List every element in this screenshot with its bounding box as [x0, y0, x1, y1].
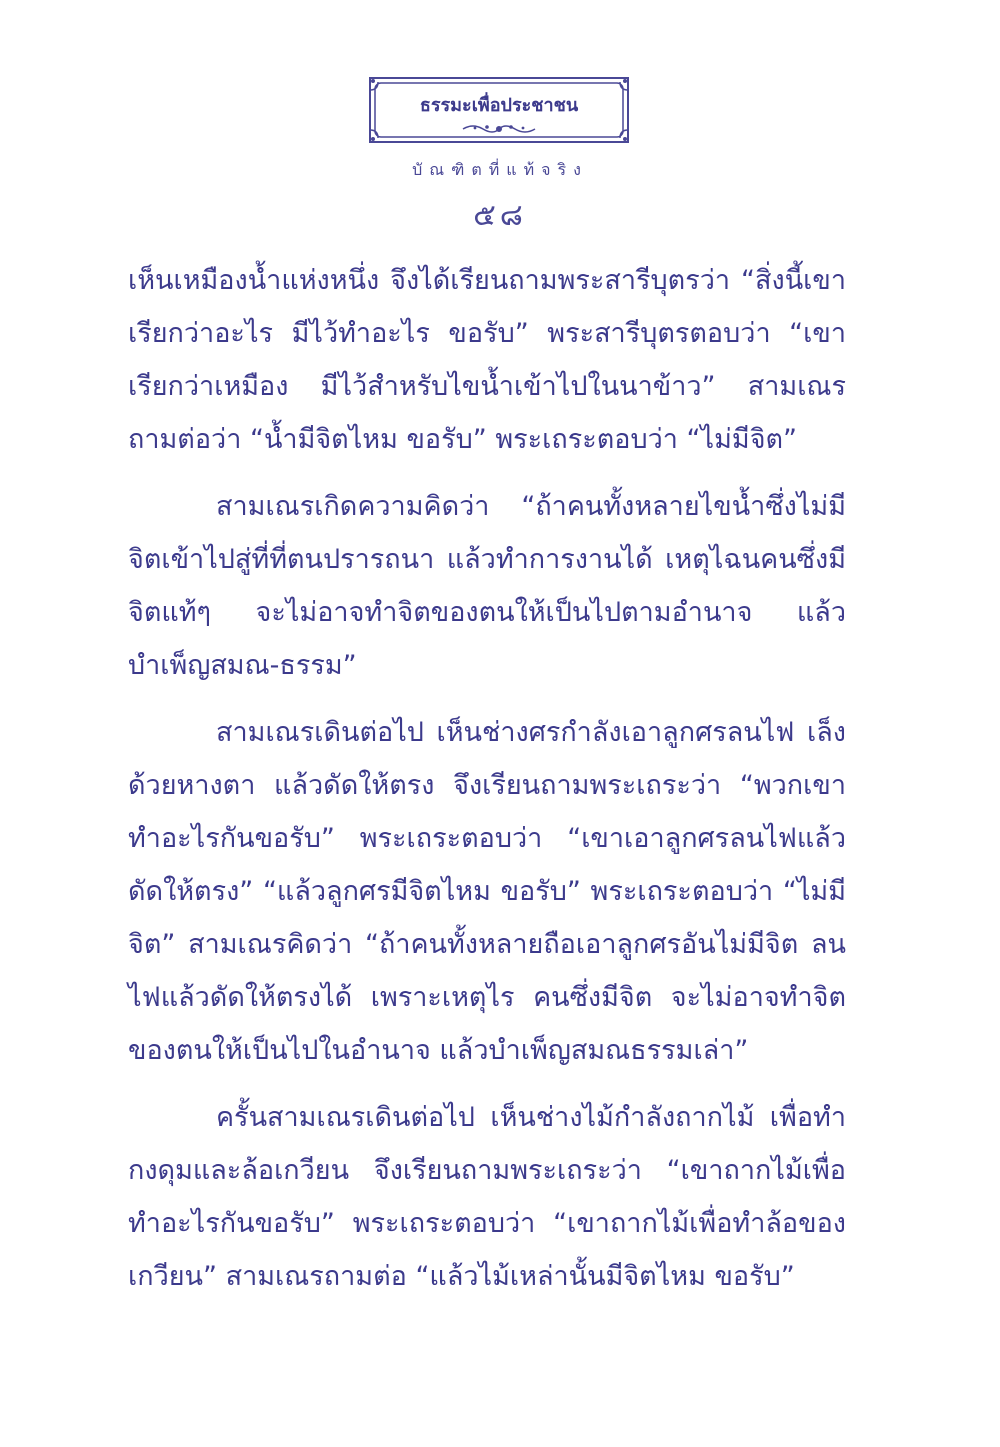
page-number: ๕๘ — [473, 198, 527, 233]
paragraph-2: สามเณรเกิดความคิดว่า “ถ้าคนทั้งหลายไขน้ำซึ่งไม่มีจิตเข้าไปสู่ที่ที่ตนปรารถนา แล้วทำการงานได้ เหตุไฉนคนซึ่งมีจิตแท้ๆ จะไม่อาจทำจิตของตนให้เป็นไปตามอำนาจ แล้วบำเพ็ญสมณ-ธรรม” — [128, 491, 846, 681]
paragraph-3: สามเณรเดินต่อไป เห็นช่างศรกำลังเอาลูกศรลนไฟ เล็งด้วยหางตา แล้วดัดให้ตรง จึงเรียนถามพระเถระว่า “พวกเขาทำอะไรกันขอรับ” พระเถระตอบว่า “เขาเอาลูกศรลนไฟแล้วดัดให้ตรง” “แล้วลูกศรมีจิตไหม ขอรับ” พระเถระตอบว่า “ไม่มีจิต” สามเณรคิดว่า “ถ้าคนทั้งหลายถือเอาลูกศรอันไม่มีจิต ลนไฟแล้วดัดให้ตรงได้ เพราะเหตุไร คนซึ่งมีจิต จะไม่อาจทำจิตของตนให้เป็นไปในอำนาจ แล้วบำเพ็ญสมณธรรมเล่า” — [128, 717, 846, 1066]
floral-flourish-icon — [459, 122, 539, 136]
paragraph-1: เห็นเหมืองน้ำแห่งหนึ่ง จึงได้เรียนถามพระสารีบุตรว่า “สิ่งนี้เขาเรียกว่าอะไร มีไว้ทำอะไร ขอรับ” พระสารีบุตรตอบว่า “เขาเรียกว่าเหมือง มีไว้สำหรับไขน้ำเข้าไปในนาข้าว” สามเณรถามต่อว่า “น้ำมีจิตไหม ขอรับ” พระเถระตอบว่า “ไม่มีจิต” — [128, 265, 846, 455]
body-text — [128, 254, 846, 1317]
logo-text: ธรรมะเพื่อประชาชน — [419, 95, 579, 116]
header-logo — [368, 76, 630, 144]
paragraph-4: ครั้นสามเณรเดินต่อไป เห็นช่างไม้กำลังถากไม้ เพื่อทำกงดุมและล้อเกวียน จึงเรียนถามพระเถระว่า “เขาถากไม้เพื่อทำอะไรกันขอรับ” พระเถระตอบว่า “เขาถากไม้เพื่อทำล้อของเกวียน” สามเณรถามต่อ “แล้วไม้เหล่านั้นมีจิตไหม ขอรับ” — [128, 1102, 846, 1292]
book-title: บัณฑิตที่แท้จริง — [412, 160, 588, 179]
